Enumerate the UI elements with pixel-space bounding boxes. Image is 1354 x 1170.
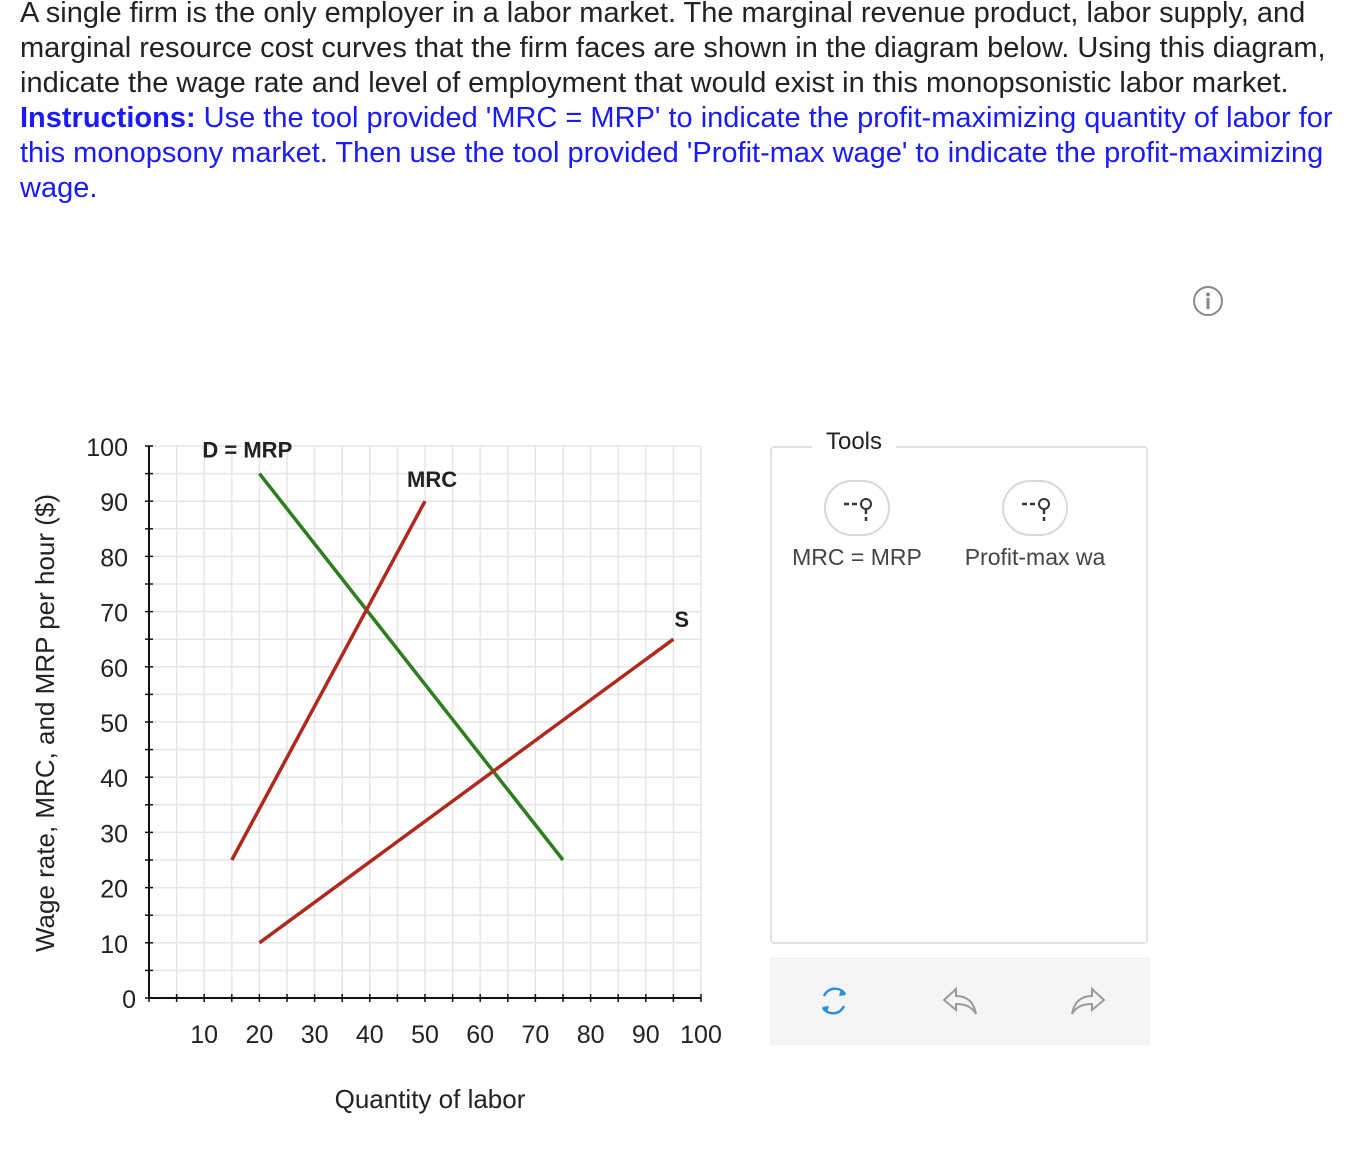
- x-tick-label: 90: [631, 1021, 660, 1049]
- y-tick-label: 80: [100, 544, 128, 573]
- x-tick-label: 100: [680, 1021, 722, 1049]
- y-tick-label: 0: [122, 986, 136, 1014]
- redo-icon[interactable]: [1068, 983, 1108, 1019]
- drop-line-point-icon: [1004, 482, 1066, 534]
- y-tick-label: 70: [100, 599, 128, 628]
- instructions: [20, 101, 1340, 206]
- tool-label-profit-max-wage: Profit-max wa: [964, 544, 1106, 570]
- drop-line-point-icon: [826, 482, 888, 534]
- x-tick-label: 50: [411, 1021, 439, 1049]
- x-tick-label: 80: [576, 1021, 605, 1049]
- x-tick-label: 20: [245, 1021, 274, 1049]
- x-axis-title: Quantity of labor: [334, 1084, 526, 1114]
- y-tick-label: 100: [86, 434, 128, 462]
- x-tick-label: 70: [521, 1021, 550, 1049]
- instructions-label: Instructions:: [20, 102, 196, 134]
- tool-mrc-equals-mrp[interactable]: [786, 480, 928, 571]
- series-line-mrc: [232, 501, 425, 860]
- info-icon[interactable]: [1192, 285, 1224, 317]
- series-label: D = MRP: [202, 437, 293, 463]
- chart[interactable]: [0, 420, 760, 1140]
- tool-profit-max-wage[interactable]: [950, 480, 1120, 571]
- tool-label-mrc-equals-mrp: MRC = MRP: [792, 544, 922, 570]
- series-line-s: [259, 639, 673, 943]
- x-tick-label: 30: [300, 1021, 329, 1049]
- undo-icon[interactable]: [940, 983, 980, 1019]
- x-tick-label: 60: [466, 1021, 495, 1049]
- series-label: S: [674, 607, 690, 633]
- y-axis-title: Wage rate, MRC, and MRP per hour ($): [30, 493, 60, 953]
- x-tick-label: 40: [355, 1021, 384, 1049]
- y-tick-label: 30: [100, 820, 128, 849]
- action-bar: [770, 957, 1150, 1045]
- series-label: MRC: [407, 467, 458, 493]
- tools-title: Tools: [812, 428, 896, 456]
- y-tick-label: 90: [100, 489, 128, 518]
- instructions-text: Use the tool provided 'MRC = MRP' to indicate the profit-maximizing quantity of labor for this monopsony market. Then use the tool provided 'Profit-max wage' to indicate the profit-maximizing wage.: [20, 102, 1333, 204]
- y-tick-label: 10: [100, 930, 128, 959]
- chart-grid: [149, 446, 701, 998]
- x-tick-label: 10: [190, 1021, 219, 1049]
- question-text: A single firm is the only employer in a labor market. The marginal revenue product, labor supply, and marginal resource cost curves that the firm faces are shown in the diagram below. Using this diagram, indicate the wage rate and level of employment that would exist in this monopsonistic labor market.: [20, 0, 1326, 99]
- chart-ticks: [86, 434, 722, 1049]
- refresh-icon[interactable]: [814, 983, 854, 1019]
- y-tick-label: 40: [100, 765, 128, 794]
- y-tick-label: 60: [100, 654, 128, 683]
- y-tick-label: 50: [100, 710, 128, 738]
- question-block: [20, 0, 1340, 206]
- y-tick-label: 20: [100, 875, 128, 904]
